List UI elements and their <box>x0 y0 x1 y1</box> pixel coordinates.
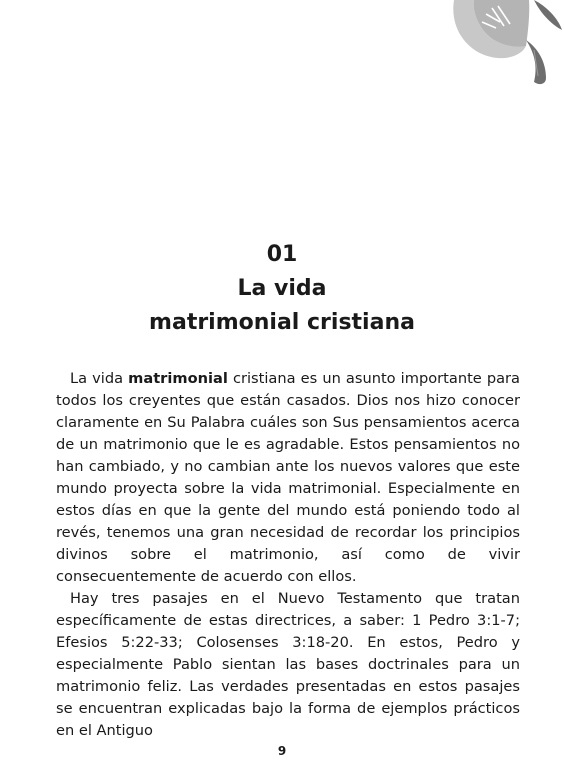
paragraph-1-bold: matrimonial <box>128 370 228 387</box>
chapter-heading <box>0 238 564 340</box>
paragraph-1 <box>56 368 520 588</box>
paragraph-1-rest: cristiana es un asunto importante para todos los creyentes que están casados. Dios nos hizo conocer claramente en Su Palabra cuáles son Sus pensamientos acerca de un matrimonio que le es agradable. Estos pensamientos no han cambiado, y no cambian ante los nuevos valores que este mundo proyecta sobre la vida matrimonial. Especialmente en estos días en que la gente del mundo está poniendo todo al revés, tenemos una gran necesidad de recordar los principios divinos sobre el matrimonio, así como de vivir consecuentemente de acuerdo con ellos. <box>56 370 521 585</box>
paragraph-2: Hay tres pasajes en el Nuevo Testamento que tratan específicamente de estas directrices, a saber: 1 Pedro 3:1-7; Efesios 5:22-33; Colosenses 3:18-20. En estos, Pedro y especialmente Pablo sientan las bases doctrinales para un matrimonio feliz. Las verdades presentadas en estos pasajes se encuentran explicadas bajo la forma de ejemplos prácticos en el Antiguo <box>56 590 520 739</box>
page-number: 9 <box>277 744 287 758</box>
paragraph-1-lead: La vida <box>70 370 129 387</box>
chapter-title-line-2: matrimonial cristiana <box>149 310 415 335</box>
body-text <box>56 368 520 742</box>
chapter-number: 01 <box>266 242 298 267</box>
chapter-title-line-1: La vida <box>237 276 327 301</box>
flower-illustration-icon <box>434 0 564 90</box>
